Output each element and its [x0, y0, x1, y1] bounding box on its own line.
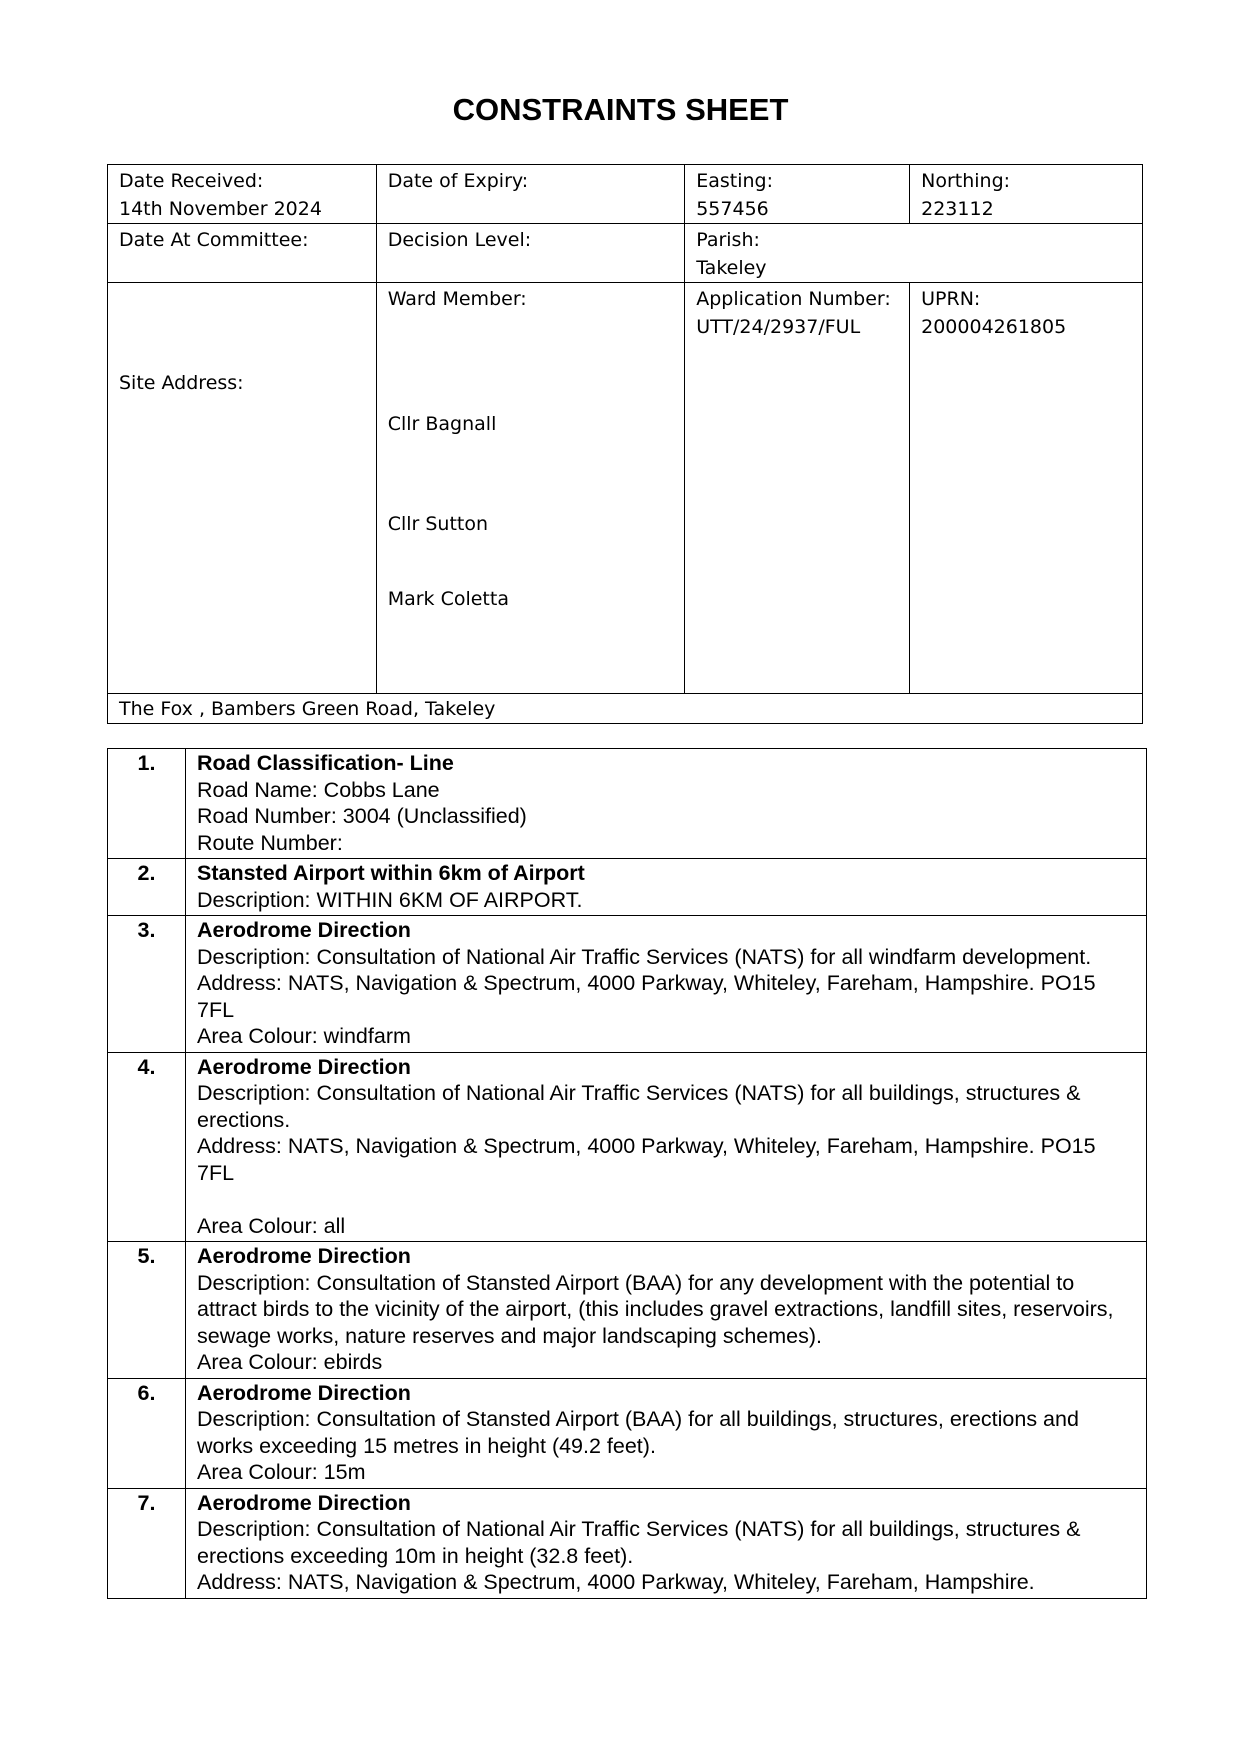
date-received-value: 14th November 2024: [119, 198, 322, 220]
application-details-table: [107, 164, 1143, 724]
constraint-row: [108, 1052, 1147, 1242]
constraint-title: Aerodrome Direction: [197, 1244, 411, 1268]
uprn-value: 200004261805: [921, 316, 1067, 338]
constraint-detail-line: Description: Consultation of Stansted Airport (BAA) for any development with the potential to attract birds to the vicinity of the airport, (this includes gravel extractions, landfill sites, reservoirs, sewage works, nature reserves and major landscaping schemes).: [197, 1270, 1114, 1348]
constraint-number: 6.: [108, 1378, 186, 1488]
constraint-title: Aerodrome Direction: [197, 1380, 411, 1405]
constraint-details: [186, 1378, 1147, 1488]
constraint-detail-line: Area Colour: ebirds: [197, 1350, 383, 1374]
constraint-details: [186, 859, 1147, 916]
constraint-number: 3.: [108, 916, 186, 1053]
constraint-detail-line: Area Colour: windfarm: [197, 1024, 411, 1048]
constraints-table: [107, 748, 1147, 1599]
date-expiry-label: Date of Expiry:: [387, 170, 529, 192]
date-received-cell: [108, 165, 377, 224]
decision-level-cell: [376, 224, 685, 283]
constraint-number: 1.: [108, 749, 186, 859]
constraint-detail-line: Description: Consultation of Stansted Airport (BAA) for all buildings, structures, erections and works exceeding 15 metres in height (49.2 feet).: [197, 1407, 1079, 1458]
parish-value: Takeley: [696, 257, 767, 279]
constraint-detail-line: Description: Consultation of National Air Traffic Services (NATS) for all windfarm development.: [197, 944, 1092, 969]
constraint-detail-line: Description: Consultation of National Air Traffic Services (NATS) for all buildings, structures & erections exceeding 10m in height (32.8 feet).: [197, 1517, 1081, 1568]
uprn-cell: [910, 283, 1143, 694]
constraint-title: Road Classification- Line: [197, 751, 454, 775]
constraint-number: 4.: [108, 1052, 186, 1242]
application-number-label: Application Number:: [696, 288, 891, 310]
constraint-row: [108, 859, 1147, 916]
site-address-value: The Fox , Bambers Green Road, Takeley: [119, 698, 496, 720]
constraint-spacer: [197, 1186, 1135, 1213]
date-received-label: Date Received:: [119, 170, 264, 192]
date-committee-label: Date At Committee:: [119, 229, 309, 251]
northing-value: 223112: [921, 198, 994, 220]
constraint-title: Aerodrome Direction: [197, 918, 411, 942]
easting-cell: [685, 165, 910, 224]
constraint-row: [108, 749, 1147, 859]
application-number-cell: [685, 283, 910, 694]
constraint-number: 2.: [108, 859, 186, 916]
constraint-details: [186, 749, 1147, 859]
decision-level-label: Decision Level:: [387, 229, 532, 251]
constraint-detail-line: Road Number: 3004 (Unclassified): [197, 804, 527, 828]
constraint-row: [108, 916, 1147, 1053]
constraint-details: [186, 1052, 1147, 1242]
constraint-detail-line: Description: WITHIN 6KM OF AIRPORT.: [197, 887, 583, 912]
constraint-details: [186, 1488, 1147, 1598]
constraint-title: Aerodrome Direction: [197, 1490, 411, 1515]
constraint-detail-line: Address: NATS, Navigation & Spectrum, 4000 Parkway, Whiteley, Fareham, Hampshire. PO15 7FL: [197, 971, 1096, 1022]
constraint-row: [108, 1242, 1147, 1379]
easting-label: Easting:: [696, 170, 773, 192]
date-committee-cell: [108, 224, 377, 283]
parish-label: Parish:: [696, 229, 760, 251]
constraint-detail-line: Road Name: Cobbs Lane: [197, 777, 440, 802]
constraint-title: Stansted Airport within 6km of Airport: [197, 861, 585, 885]
constraint-row: [108, 1488, 1147, 1598]
date-expiry-cell: [376, 165, 685, 224]
uprn-label: UPRN:: [921, 288, 981, 310]
constraint-number: 7.: [108, 1488, 186, 1598]
ward-member-cell: [376, 283, 685, 694]
northing-cell: [910, 165, 1143, 224]
constraint-detail-line: Area Colour: all: [197, 1213, 346, 1238]
constraint-details: [186, 1242, 1147, 1379]
site-address-label-cell: [108, 283, 377, 694]
constraint-detail-line: Area Colour: 15m: [197, 1460, 366, 1484]
application-number-value: UTT/24/2937/FUL: [696, 316, 861, 338]
ward-member-name: Cllr Sutton: [387, 513, 489, 535]
constraint-detail-line: Description: Consultation of National Air Traffic Services (NATS) for all buildings, structures & erections.: [197, 1081, 1081, 1132]
site-address-value-cell: [108, 694, 1143, 724]
constraint-details: [186, 916, 1147, 1053]
page-title: CONSTRAINTS SHEET: [452, 92, 789, 127]
constraint-number: 5.: [108, 1242, 186, 1379]
northing-label: Northing:: [921, 170, 1011, 192]
ward-member-name: Mark Coletta: [387, 588, 509, 610]
constraint-title: Aerodrome Direction: [197, 1054, 411, 1079]
easting-value: 557456: [696, 198, 769, 220]
ward-member-label: Ward Member:: [387, 288, 527, 310]
constraint-row: [108, 1378, 1147, 1488]
ward-member-name: Cllr Bagnall: [387, 413, 497, 435]
constraint-detail-line: Address: NATS, Navigation & Spectrum, 4000 Parkway, Whiteley, Fareham, Hampshire.: [197, 1570, 1035, 1594]
parish-cell: [685, 224, 1143, 283]
constraint-detail-line: Route Number:: [197, 830, 343, 855]
constraint-detail-line: Address: NATS, Navigation & Spectrum, 4000 Parkway, Whiteley, Fareham, Hampshire. PO15 7FL: [197, 1134, 1096, 1185]
site-address-label: Site Address:: [119, 372, 244, 394]
